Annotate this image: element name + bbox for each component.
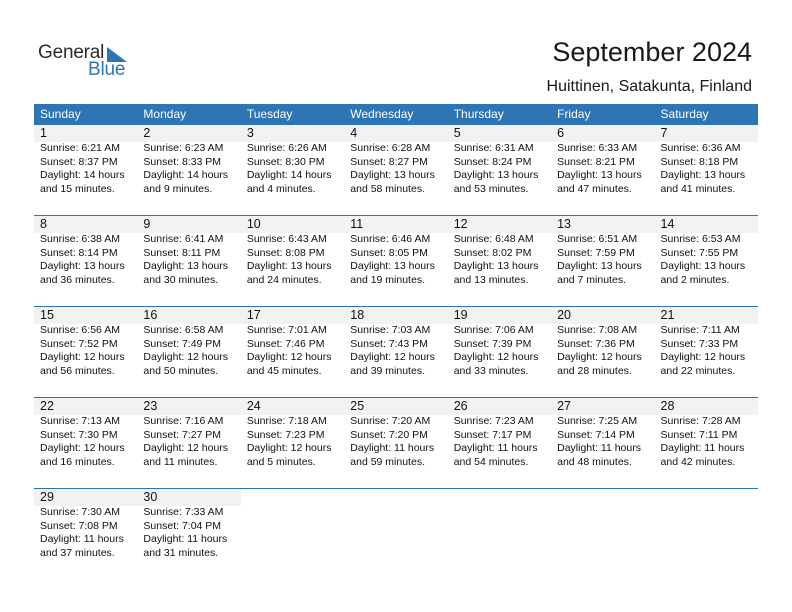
day-number: 16 bbox=[143, 308, 158, 322]
day-cell bbox=[448, 125, 551, 196]
daylight-text: Daylight: 13 hours bbox=[350, 169, 435, 182]
sunset-text: Sunset: 7:08 PM bbox=[40, 519, 118, 532]
daylight-text: Daylight: 13 hours bbox=[453, 260, 539, 273]
day-cell bbox=[448, 398, 551, 469]
daylight-text: Daylight: 12 hours bbox=[453, 351, 539, 364]
sunrise-text: Sunrise: 7:11 AM bbox=[660, 324, 740, 336]
sunrise-text: Sunrise: 7:30 AM bbox=[40, 506, 120, 518]
daylight-minutes-text: and 59 minutes. bbox=[350, 455, 425, 468]
day-header-saturday: Saturday bbox=[660, 107, 709, 121]
daylight-minutes-text: and 53 minutes. bbox=[453, 182, 529, 195]
daylight-minutes-text: and 50 minutes. bbox=[143, 364, 219, 377]
daylight-minutes-text: and 2 minutes. bbox=[660, 273, 730, 286]
day-cell bbox=[551, 398, 654, 469]
daylight-text: Daylight: 11 hours bbox=[350, 442, 435, 455]
daylight-minutes-text: and 41 minutes. bbox=[660, 182, 736, 195]
daylight-minutes-text: and 13 minutes. bbox=[453, 273, 529, 286]
daylight-minutes-text: and 33 minutes. bbox=[453, 364, 529, 377]
sunset-text: Sunset: 7:59 PM bbox=[557, 246, 635, 259]
day-cell bbox=[241, 307, 344, 378]
sunrise-text: Sunrise: 7:33 AM bbox=[143, 506, 224, 518]
daylight-minutes-text: and 9 minutes. bbox=[143, 182, 213, 195]
day-cell bbox=[137, 489, 240, 560]
sunset-text: Sunset: 7:30 PM bbox=[40, 428, 118, 441]
day-cell bbox=[34, 398, 137, 469]
daylight-text: Daylight: 12 hours bbox=[143, 442, 229, 455]
sunset-text: Sunset: 7:55 PM bbox=[660, 246, 739, 259]
sunset-text: Sunset: 8:05 PM bbox=[350, 246, 428, 259]
daylight-minutes-text: and 15 minutes. bbox=[40, 182, 115, 195]
week-days bbox=[34, 489, 758, 560]
days-of-week-header bbox=[34, 104, 758, 125]
sunset-text: Sunset: 7:36 PM bbox=[557, 337, 635, 350]
location-subtitle: Huittinen, Satakunta, Finland bbox=[546, 78, 752, 95]
sunset-text: Sunset: 8:02 PM bbox=[453, 246, 532, 259]
daylight-text: Daylight: 11 hours bbox=[143, 533, 228, 546]
daylight-minutes-text: and 30 minutes. bbox=[143, 273, 219, 286]
daylight-text: Daylight: 12 hours bbox=[246, 442, 332, 455]
sunrise-text: Sunrise: 6:38 AM bbox=[40, 233, 120, 245]
day-number: 23 bbox=[143, 399, 158, 413]
week-row bbox=[34, 125, 758, 215]
week-row bbox=[34, 306, 758, 397]
daylight-minutes-text: and 54 minutes. bbox=[453, 455, 529, 468]
sunrise-text: Sunrise: 7:06 AM bbox=[453, 324, 534, 336]
day-number: 1 bbox=[40, 126, 47, 140]
sunset-text: Sunset: 7:39 PM bbox=[453, 337, 532, 350]
sunset-text: Sunset: 8:37 PM bbox=[40, 155, 118, 168]
sunset-text: Sunset: 7:49 PM bbox=[143, 337, 222, 350]
sunrise-text: Sunrise: 7:03 AM bbox=[350, 324, 431, 336]
sunset-text: Sunset: 7:52 PM bbox=[40, 337, 118, 350]
day-cell bbox=[137, 398, 240, 469]
day-number: 21 bbox=[660, 308, 675, 322]
day-number: 22 bbox=[40, 399, 54, 413]
sunrise-text: Sunrise: 6:21 AM bbox=[40, 142, 120, 154]
day-number: 8 bbox=[40, 217, 47, 231]
day-number: 11 bbox=[350, 217, 364, 231]
day-header-wednesday: Wednesday bbox=[350, 107, 414, 121]
daylight-text: Daylight: 13 hours bbox=[246, 260, 332, 273]
day-number: 25 bbox=[350, 399, 365, 413]
day-cell bbox=[241, 398, 344, 469]
daylight-text: Daylight: 14 hours bbox=[246, 169, 332, 182]
day-cell bbox=[137, 125, 240, 196]
sunset-text: Sunset: 7:14 PM bbox=[557, 428, 635, 441]
daylight-minutes-text: and 11 minutes. bbox=[143, 455, 218, 468]
daylight-text: Daylight: 13 hours bbox=[557, 169, 642, 182]
day-number: 15 bbox=[40, 308, 54, 322]
daylight-minutes-text: and 22 minutes. bbox=[660, 364, 736, 377]
day-cell bbox=[344, 125, 447, 196]
sunset-text: Sunset: 8:11 PM bbox=[143, 246, 221, 259]
sunrise-text: Sunrise: 7:13 AM bbox=[40, 415, 120, 427]
sunrise-text: Sunrise: 7:28 AM bbox=[660, 415, 741, 427]
sunrise-text: Sunrise: 6:28 AM bbox=[350, 142, 431, 154]
daylight-text: Daylight: 12 hours bbox=[350, 351, 435, 364]
day-number: 12 bbox=[453, 217, 468, 231]
day-cell bbox=[137, 216, 240, 287]
day-cell bbox=[344, 216, 447, 287]
day-cell bbox=[655, 125, 758, 196]
day-cell bbox=[137, 307, 240, 378]
sunrise-text: Sunrise: 7:16 AM bbox=[143, 415, 224, 427]
daylight-text: Daylight: 14 hours bbox=[40, 169, 125, 182]
sunrise-text: Sunrise: 6:58 AM bbox=[143, 324, 224, 336]
daylight-text: Daylight: 13 hours bbox=[660, 169, 746, 182]
daylight-minutes-text: and 58 minutes. bbox=[350, 182, 425, 195]
sunrise-text: Sunrise: 6:33 AM bbox=[557, 142, 638, 154]
day-cell bbox=[448, 216, 551, 287]
sunrise-text: Sunrise: 6:46 AM bbox=[350, 233, 431, 245]
sunrise-text: Sunrise: 7:20 AM bbox=[350, 415, 431, 427]
week-row bbox=[34, 397, 758, 488]
daylight-minutes-text: and 36 minutes. bbox=[40, 273, 115, 286]
daylight-text: Daylight: 11 hours bbox=[660, 442, 745, 455]
daylight-minutes-text: and 16 minutes. bbox=[40, 455, 115, 468]
day-number: 30 bbox=[143, 490, 158, 504]
day-number: 14 bbox=[660, 217, 675, 231]
daylight-minutes-text: and 4 minutes. bbox=[246, 182, 316, 195]
sunset-text: Sunset: 8:24 PM bbox=[453, 155, 532, 168]
calendar-grid bbox=[34, 104, 758, 579]
week-row bbox=[34, 488, 758, 579]
logo-blue-text: Blue bbox=[88, 59, 126, 80]
daylight-text: Daylight: 12 hours bbox=[660, 351, 746, 364]
day-cell bbox=[551, 216, 654, 287]
day-number: 24 bbox=[246, 399, 261, 413]
sunrise-text: Sunrise: 6:23 AM bbox=[143, 142, 224, 154]
week-days bbox=[34, 398, 758, 469]
day-number: 18 bbox=[350, 308, 365, 322]
daylight-minutes-text: and 7 minutes. bbox=[557, 273, 626, 286]
day-cell bbox=[448, 307, 551, 378]
day-cell bbox=[551, 307, 654, 378]
day-cell bbox=[34, 125, 137, 196]
sunrise-text: Sunrise: 7:25 AM bbox=[557, 415, 638, 427]
daylight-text: Daylight: 12 hours bbox=[40, 442, 125, 455]
daylight-minutes-text: and 24 minutes. bbox=[246, 273, 322, 286]
daylight-minutes-text: and 48 minutes. bbox=[557, 455, 632, 468]
day-cell bbox=[344, 307, 447, 378]
page-title: September 2024 bbox=[552, 37, 752, 67]
day-number: 13 bbox=[557, 217, 572, 231]
day-cell bbox=[655, 307, 758, 378]
weeks-container bbox=[34, 125, 758, 579]
logo-general-text: General bbox=[38, 42, 105, 63]
daylight-text: Daylight: 13 hours bbox=[143, 260, 229, 273]
daylight-text: Daylight: 13 hours bbox=[660, 260, 746, 273]
sunset-text: Sunset: 8:21 PM bbox=[557, 155, 635, 168]
sunset-text: Sunset: 8:27 PM bbox=[350, 155, 428, 168]
day-cell bbox=[241, 216, 344, 287]
sunrise-text: Sunrise: 6:31 AM bbox=[453, 142, 534, 154]
daylight-minutes-text: and 56 minutes. bbox=[40, 364, 115, 377]
daylight-minutes-text: and 19 minutes. bbox=[350, 273, 425, 286]
day-cell bbox=[655, 216, 758, 287]
day-cell bbox=[34, 216, 137, 287]
daylight-text: Daylight: 13 hours bbox=[453, 169, 539, 182]
day-cell bbox=[655, 398, 758, 469]
day-number: 19 bbox=[453, 308, 468, 322]
sunset-text: Sunset: 7:11 PM bbox=[660, 428, 738, 441]
sunrise-text: Sunrise: 6:53 AM bbox=[660, 233, 741, 245]
daylight-minutes-text: and 28 minutes. bbox=[557, 364, 632, 377]
week-days bbox=[34, 125, 758, 196]
day-number: 20 bbox=[557, 308, 572, 322]
sunrise-text: Sunrise: 7:23 AM bbox=[453, 415, 534, 427]
sunrise-text: Sunrise: 7:01 AM bbox=[246, 324, 327, 336]
generalblue-logo bbox=[38, 42, 148, 82]
daylight-text: Daylight: 14 hours bbox=[143, 169, 229, 182]
daylight-text: Daylight: 13 hours bbox=[557, 260, 642, 273]
day-number: 6 bbox=[557, 126, 565, 140]
sunset-text: Sunset: 7:20 PM bbox=[350, 428, 428, 441]
sunrise-text: Sunrise: 6:43 AM bbox=[246, 233, 327, 245]
sunrise-text: Sunrise: 7:18 AM bbox=[246, 415, 327, 427]
sunrise-text: Sunrise: 6:41 AM bbox=[143, 233, 224, 245]
day-number: 4 bbox=[350, 126, 358, 140]
day-number: 10 bbox=[246, 217, 261, 231]
daylight-text: Daylight: 13 hours bbox=[350, 260, 435, 273]
day-header-friday: Friday bbox=[557, 107, 591, 121]
sunset-text: Sunset: 7:23 PM bbox=[246, 428, 325, 441]
day-cell bbox=[344, 398, 447, 469]
sunset-text: Sunset: 8:33 PM bbox=[143, 155, 222, 168]
sunset-text: Sunset: 7:46 PM bbox=[246, 337, 325, 350]
day-number: 29 bbox=[40, 490, 54, 504]
daylight-minutes-text: and 39 minutes. bbox=[350, 364, 425, 377]
sunset-text: Sunset: 8:30 PM bbox=[246, 155, 325, 168]
sunrise-text: Sunrise: 6:56 AM bbox=[40, 324, 120, 336]
daylight-text: Daylight: 11 hours bbox=[557, 442, 641, 455]
sunset-text: Sunset: 8:14 PM bbox=[40, 246, 118, 259]
sunset-text: Sunset: 8:18 PM bbox=[660, 155, 739, 168]
daylight-text: Daylight: 11 hours bbox=[453, 442, 538, 455]
sunset-text: Sunset: 7:43 PM bbox=[350, 337, 428, 350]
daylight-text: Daylight: 12 hours bbox=[40, 351, 125, 364]
sunset-text: Sunset: 7:04 PM bbox=[143, 519, 222, 532]
sunset-text: Sunset: 8:08 PM bbox=[246, 246, 325, 259]
sunrise-text: Sunrise: 6:26 AM bbox=[246, 142, 327, 154]
day-number: 9 bbox=[143, 217, 151, 231]
day-cell bbox=[241, 125, 344, 196]
sunrise-text: Sunrise: 7:08 AM bbox=[557, 324, 638, 336]
sunrise-text: Sunrise: 6:48 AM bbox=[453, 233, 534, 245]
daylight-text: Daylight: 12 hours bbox=[246, 351, 332, 364]
day-number: 3 bbox=[246, 126, 254, 140]
day-header-sunday: Sunday bbox=[40, 107, 81, 121]
daylight-text: Daylight: 12 hours bbox=[557, 351, 642, 364]
daylight-text: Daylight: 11 hours bbox=[40, 533, 124, 546]
day-number: 2 bbox=[143, 126, 151, 140]
day-number: 26 bbox=[453, 399, 468, 413]
daylight-minutes-text: and 45 minutes. bbox=[246, 364, 322, 377]
daylight-minutes-text: and 5 minutes. bbox=[246, 455, 316, 468]
day-number: 27 bbox=[557, 399, 572, 413]
day-header-tuesday: Tuesday bbox=[246, 107, 293, 121]
week-row bbox=[34, 215, 758, 306]
day-cell bbox=[34, 489, 137, 560]
sunset-text: Sunset: 7:33 PM bbox=[660, 337, 739, 350]
week-days bbox=[34, 307, 758, 378]
day-number: 7 bbox=[660, 126, 668, 140]
sunset-text: Sunset: 7:27 PM bbox=[143, 428, 222, 441]
sunrise-text: Sunrise: 6:51 AM bbox=[557, 233, 638, 245]
day-cell bbox=[551, 125, 654, 196]
daylight-minutes-text: and 31 minutes. bbox=[143, 546, 219, 559]
day-number: 5 bbox=[453, 126, 461, 140]
sunset-text: Sunset: 7:17 PM bbox=[453, 428, 532, 441]
daylight-text: Daylight: 12 hours bbox=[143, 351, 229, 364]
day-number: 28 bbox=[660, 399, 675, 413]
day-header-thursday: Thursday bbox=[453, 107, 504, 121]
day-header-monday: Monday bbox=[143, 107, 187, 121]
sunrise-text: Sunrise: 6:36 AM bbox=[660, 142, 741, 154]
day-number: 17 bbox=[246, 308, 261, 322]
daylight-text: Daylight: 13 hours bbox=[40, 260, 125, 273]
daylight-minutes-text: and 47 minutes. bbox=[557, 182, 632, 195]
week-days bbox=[34, 216, 758, 287]
daylight-minutes-text: and 37 minutes. bbox=[40, 546, 115, 559]
daylight-minutes-text: and 42 minutes. bbox=[660, 455, 736, 468]
day-cell bbox=[34, 307, 137, 378]
